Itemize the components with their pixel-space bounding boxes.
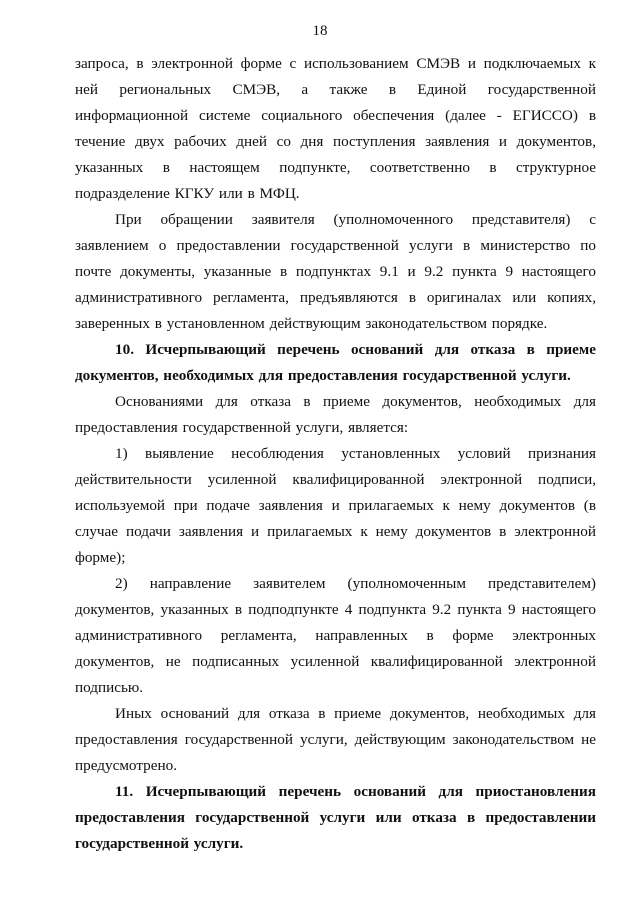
section-heading-10: 10. Исчерпывающий перечень оснований для отказа в приеме документов, необходимых для предоставления государственной услуги. (75, 341, 596, 384)
list-item-1: 1) выявление несоблюдения установленных условий признания действительности усиленной квалифицированной электронной подписи, используемой при подаче заявления и прилагаемых к нему документов (в случае подачи заявления и прилагаемых к нему документов в электронной форме); (75, 445, 596, 566)
list-item-2: 2) направление заявителем (уполномоченным представителем) документов, указанных в подподпункте 4 подпункта 9.2 пункта 9 настоящего административного регламента, направленных в форме электронных документов, не подписанных усиленной квалифицированной электронной подписью. (75, 575, 596, 696)
section-heading-11: 11. Исчерпывающий перечень оснований для приостановления предоставления государственной услуги или отказа в предоставлении государственной услуги. (75, 783, 596, 852)
document-body (75, 51, 596, 857)
paragraph-mail-submission: При обращении заявителя (уполномоченного представителя) с заявлением о предоставлении государственной услуги в министерство по почте документы, указанные в подпунктах 9.1 и 9.2 пункта 9 настоящего административного регламента, предъявляются в оригиналах или копиях, заверенных в установленном действующим законодательством порядке. (75, 211, 596, 332)
paragraph-continuation: запроса, в электронной форме с использованием СМЭВ и подключаемых к ней региональных СМЭВ, а также в Единой государственной информационной системе социального обеспечения (далее - ЕГИССО) в течение двух рабочих дней со дня поступления заявления и документов, указанных в настоящем подпункте, соответственно в структурное подразделение КГКУ или в МФЦ. (75, 55, 596, 202)
page-number: 18 (312, 23, 328, 39)
paragraph-no-other-grounds: Иных оснований для отказа в приеме документов, необходимых для предоставления государственной услуги, действующим законодательством не предусмотрено. (75, 705, 596, 774)
paragraph-refusal-grounds: Основаниями для отказа в приеме документов, необходимых для предоставления государственной услуги, является: (75, 393, 596, 436)
